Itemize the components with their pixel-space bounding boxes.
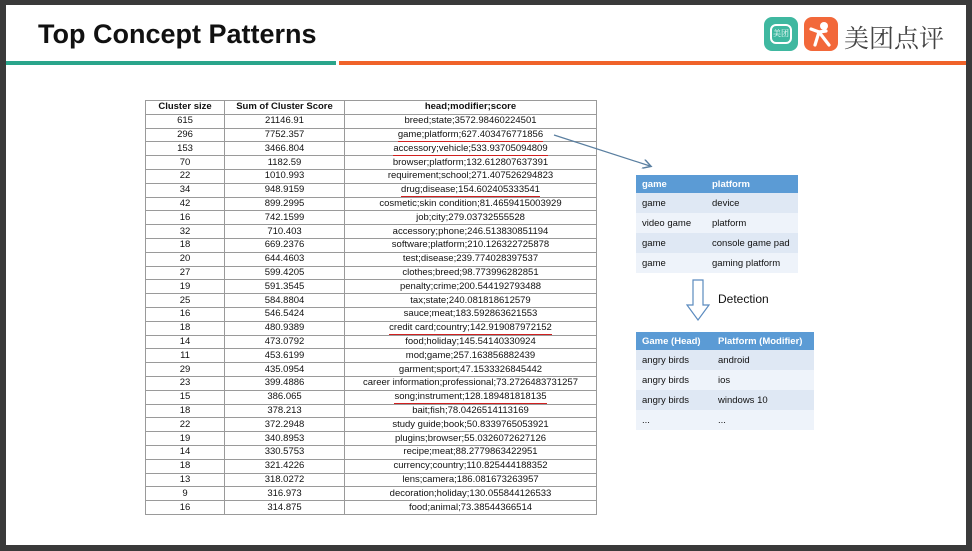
- cell-cluster-size: 13: [146, 473, 225, 487]
- detection-label: Detection: [718, 292, 769, 306]
- table-row: [146, 432, 597, 446]
- cell-cluster-size: 18: [146, 404, 225, 418]
- side2-row: [636, 410, 814, 430]
- cell-cluster-size: 70: [146, 156, 225, 170]
- cell-sum-score: 742.1599: [225, 211, 345, 225]
- cell-sum-score: 435.0954: [225, 363, 345, 377]
- table-row: [146, 128, 597, 142]
- cell-pattern: [345, 321, 597, 335]
- table-row: [146, 266, 597, 280]
- cell-pattern: food;holiday;145.54140330924: [345, 335, 597, 349]
- side1-cell-modifier: platform: [706, 213, 798, 233]
- cell-pattern: [345, 128, 597, 142]
- table-row: [146, 238, 597, 252]
- cell-pattern: lens;camera;186.081673263957: [345, 473, 597, 487]
- dianping-logo-icon: [804, 17, 838, 51]
- cell-pattern: study guide;book;50.8339765053921: [345, 418, 597, 432]
- cell-pattern: software;platform;210.126322725878: [345, 238, 597, 252]
- cell-pattern: job;city;279.03732555528: [345, 211, 597, 225]
- cell-pattern: career information;professional;73.2726483731257: [345, 376, 597, 390]
- cell-cluster-size: 18: [146, 321, 225, 335]
- detection-result-table: [636, 332, 814, 430]
- side2-cell-head: angry birds: [636, 350, 712, 370]
- cell-pattern: cosmetic;skin condition;81.4659415003929: [345, 197, 597, 211]
- cell-pattern: browser;platform;132.612807637391: [345, 156, 597, 170]
- table-row: [146, 487, 597, 501]
- cell-sum-score: 546.5424: [225, 307, 345, 321]
- logo-badge-text: 美团: [770, 24, 792, 44]
- table-row: [146, 404, 597, 418]
- side1-header-modifier: platform: [706, 175, 798, 193]
- cell-sum-score: 21146.91: [225, 114, 345, 128]
- cell-cluster-size: 15: [146, 390, 225, 404]
- cell-sum-score: 3466.804: [225, 142, 345, 156]
- cell-sum-score: 584.8804: [225, 294, 345, 308]
- header-cluster-size: Cluster size: [146, 101, 225, 115]
- cell-cluster-size: 25: [146, 294, 225, 308]
- table-row: [146, 183, 597, 197]
- cell-sum-score: 1182.59: [225, 156, 345, 170]
- side1-cell-head: game: [636, 193, 706, 213]
- cell-pattern: bait;fish;78.0426514113169: [345, 404, 597, 418]
- cell-cluster-size: 19: [146, 280, 225, 294]
- cell-sum-score: 7752.357: [225, 128, 345, 142]
- side1-cell-head: game: [636, 233, 706, 253]
- cell-sum-score: 372.2948: [225, 418, 345, 432]
- table-row: [146, 390, 597, 404]
- cell-pattern: [345, 183, 597, 197]
- cell-cluster-size: 29: [146, 363, 225, 377]
- side1-row: [636, 233, 798, 253]
- title-divider-teal: [6, 61, 336, 65]
- side2-cell-modifier: windows 10: [712, 390, 814, 410]
- cell-pattern: breed;state;3572.98460224501: [345, 114, 597, 128]
- side2-header-head: Game (Head): [636, 332, 712, 350]
- cell-pattern: sauce;meat;183.592863621553: [345, 307, 597, 321]
- cell-cluster-size: 23: [146, 376, 225, 390]
- table-row: [146, 459, 597, 473]
- meituan-logo-icon: [764, 17, 798, 51]
- underlined-pattern: song;instrument;128.189481818135: [394, 391, 547, 403]
- cell-pattern: garment;sport;47.1533326845442: [345, 363, 597, 377]
- cell-cluster-size: 18: [146, 459, 225, 473]
- table-row: [146, 445, 597, 459]
- side1-header-head: game: [636, 175, 706, 193]
- cell-sum-score: 480.9389: [225, 321, 345, 335]
- table-row: [146, 294, 597, 308]
- cell-sum-score: 644.4603: [225, 252, 345, 266]
- cell-cluster-size: 9: [146, 487, 225, 501]
- cell-cluster-size: 16: [146, 307, 225, 321]
- page-title: Top Concept Patterns: [38, 19, 317, 49]
- cell-sum-score: 330.5753: [225, 445, 345, 459]
- cell-cluster-size: 296: [146, 128, 225, 142]
- table-row: [146, 252, 597, 266]
- cell-pattern: clothes;breed;98.773996282851: [345, 266, 597, 280]
- table-row: [146, 473, 597, 487]
- side1-cell-head: video game: [636, 213, 706, 233]
- table-row: [146, 197, 597, 211]
- side2-cell-head: ...: [636, 410, 712, 430]
- side2-cell-head: angry birds: [636, 390, 712, 410]
- cell-pattern: currency;country;110.825444188352: [345, 459, 597, 473]
- table-row: [146, 169, 597, 183]
- cell-pattern: [345, 142, 597, 156]
- table-row: [146, 376, 597, 390]
- side1-cell-modifier: device: [706, 193, 798, 213]
- cell-cluster-size: 14: [146, 445, 225, 459]
- cell-sum-score: 386.065: [225, 390, 345, 404]
- side2-cell-modifier: android: [712, 350, 814, 370]
- table-row: [146, 307, 597, 321]
- cell-cluster-size: 32: [146, 225, 225, 239]
- cell-cluster-size: 14: [146, 335, 225, 349]
- cell-pattern: decoration;holiday;130.055844126533: [345, 487, 597, 501]
- cluster-table: [145, 100, 597, 515]
- cell-pattern: recipe;meat;88.2779863422951: [345, 445, 597, 459]
- underlined-pattern: credit card;country;142.919087972152: [389, 322, 552, 334]
- underlined-pattern: drug;disease;154.602405333541: [401, 184, 540, 196]
- side2-row: [636, 370, 814, 390]
- cell-sum-score: 591.3545: [225, 280, 345, 294]
- cell-pattern: [345, 390, 597, 404]
- table-row: [146, 501, 597, 515]
- cell-sum-score: 321.4226: [225, 459, 345, 473]
- cell-pattern: requirement;school;271.407526294823: [345, 169, 597, 183]
- table-row: [146, 156, 597, 170]
- side1-cell-head: game: [636, 253, 706, 273]
- header-pattern: head;modifier;score: [345, 101, 597, 115]
- table-row: [146, 363, 597, 377]
- side1-row: [636, 193, 798, 213]
- cell-sum-score: 318.0272: [225, 473, 345, 487]
- cell-sum-score: 399.4886: [225, 376, 345, 390]
- cell-cluster-size: 22: [146, 418, 225, 432]
- cell-cluster-size: 153: [146, 142, 225, 156]
- table-row: [146, 225, 597, 239]
- cell-sum-score: 669.2376: [225, 238, 345, 252]
- cell-pattern: plugins;browser;55.0326072627126: [345, 432, 597, 446]
- cell-cluster-size: 22: [146, 169, 225, 183]
- cell-cluster-size: 16: [146, 211, 225, 225]
- side1-cell-modifier: gaming platform: [706, 253, 798, 273]
- header-sum-score: Sum of Cluster Score: [225, 101, 345, 115]
- slide: [6, 5, 966, 545]
- table-header-row: [146, 101, 597, 115]
- cell-pattern: food;animal;73.38544366514: [345, 501, 597, 515]
- pattern-example-table: [636, 175, 798, 273]
- cell-pattern: accessory;phone;246.513830851194: [345, 225, 597, 239]
- cell-sum-score: 453.6199: [225, 349, 345, 363]
- cell-cluster-size: 34: [146, 183, 225, 197]
- cell-pattern: penalty;crime;200.544192793488: [345, 280, 597, 294]
- cell-sum-score: 599.4205: [225, 266, 345, 280]
- cell-pattern: mod;game;257.163856882439: [345, 349, 597, 363]
- table-row: [146, 321, 597, 335]
- underlined-pattern: game;platform;627.403476771856: [397, 128, 544, 140]
- cell-sum-score: 340.8953: [225, 432, 345, 446]
- table-row: [146, 418, 597, 432]
- side2-cell-modifier: ios: [712, 370, 814, 390]
- cell-sum-score: 948.9159: [225, 183, 345, 197]
- side2-header-modifier: Platform (Modifier): [712, 332, 814, 350]
- cell-cluster-size: 42: [146, 197, 225, 211]
- down-arrow-icon: [686, 279, 710, 321]
- cell-cluster-size: 16: [146, 501, 225, 515]
- cell-sum-score: 314.875: [225, 501, 345, 515]
- table-row: [146, 114, 597, 128]
- brand-logo-text: 美团点评: [844, 24, 945, 53]
- side2-cell-modifier: ...: [712, 410, 814, 430]
- underlined-pattern: accessory;vehicle;533.93705094809: [393, 142, 548, 154]
- table-row: [146, 142, 597, 156]
- side1-row: [636, 213, 798, 233]
- title-divider-orange: [339, 61, 966, 65]
- side2-row: [636, 390, 814, 410]
- cell-sum-score: 316.973: [225, 487, 345, 501]
- cell-pattern: test;disease;239.774028397537: [345, 252, 597, 266]
- cell-sum-score: 899.2995: [225, 197, 345, 211]
- cell-cluster-size: 20: [146, 252, 225, 266]
- cell-cluster-size: 19: [146, 432, 225, 446]
- table-row: [146, 349, 597, 363]
- side1-cell-modifier: console game pad: [706, 233, 798, 253]
- side2-cell-head: angry birds: [636, 370, 712, 390]
- cell-sum-score: 1010.993: [225, 169, 345, 183]
- cell-sum-score: 378.213: [225, 404, 345, 418]
- cell-cluster-size: 615: [146, 114, 225, 128]
- cell-pattern: tax;state;240.081818612579: [345, 294, 597, 308]
- side2-row: [636, 350, 814, 370]
- table-row: [146, 335, 597, 349]
- cell-cluster-size: 27: [146, 266, 225, 280]
- cell-sum-score: 710.403: [225, 225, 345, 239]
- table-row: [146, 280, 597, 294]
- table-row: [146, 211, 597, 225]
- side1-row: [636, 253, 798, 273]
- cell-sum-score: 473.0792: [225, 335, 345, 349]
- cell-cluster-size: 11: [146, 349, 225, 363]
- cell-cluster-size: 18: [146, 238, 225, 252]
